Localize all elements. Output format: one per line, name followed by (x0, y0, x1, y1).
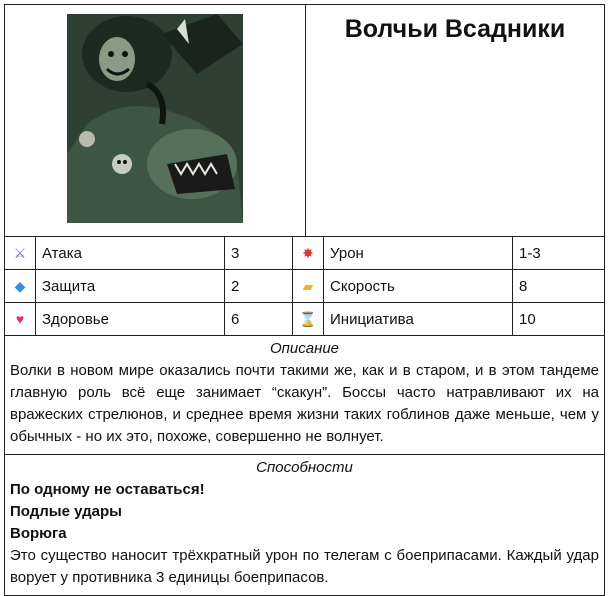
description-section (5, 336, 604, 455)
stat-value: 6 (225, 303, 293, 336)
abilities-section (5, 455, 604, 595)
stats-row (5, 270, 604, 303)
stat-value: 1-3 (513, 237, 605, 270)
defense-icon: ◆ (5, 270, 36, 303)
ability-item: По одному не оставаться! (10, 481, 205, 498)
ability-description: Это существо наносит трёхкратный урон по телегам с боеприпасами. Каждый удар ворует у противника 3 единицы боеприпасов. (10, 547, 599, 586)
wolf-riders-illustration (67, 14, 243, 223)
initiative-icon: ⌛ (293, 303, 324, 336)
image-cell (5, 5, 306, 236)
stat-label: Инициатива (324, 303, 513, 336)
description-text: Волки в новом мире оказались почти такими же, как и в старом, и в этом тандеме главную роль всё еще занимает “скакун”. Боссы часто натравливают их на вражеских стрелюнов, и среднее время жизни таких гоблинов даже меньше, чем у обычных - но их это, похоже, совершенно не волнует. (10, 362, 599, 445)
speed-icon: ▰ (293, 270, 324, 303)
health-icon: ♥ (5, 303, 36, 336)
ability-item: Подлые удары (10, 503, 122, 520)
stat-value: 2 (225, 270, 293, 303)
stat-label: Здоровье (36, 303, 225, 336)
stat-value: 10 (513, 303, 605, 336)
card-header (5, 5, 604, 237)
stats-table (5, 237, 604, 336)
stat-label: Защита (36, 270, 225, 303)
damage-icon: ✸ (293, 237, 324, 270)
ability-item: Ворюга (10, 525, 67, 542)
stat-label: Атака (36, 237, 225, 270)
stat-value: 3 (225, 237, 293, 270)
stats-row (5, 303, 604, 336)
stat-value: 8 (513, 270, 605, 303)
unit-card (4, 4, 605, 596)
unit-title: Волчьи Всадники (344, 15, 566, 43)
description-heading: Описание (269, 340, 340, 357)
attack-icon: ⚔ (5, 237, 36, 270)
stat-label: Урон (324, 237, 513, 270)
stats-row (5, 237, 604, 270)
stat-label: Скорость (324, 270, 513, 303)
abilities-heading: Способности (256, 459, 353, 476)
title-cell (306, 5, 604, 236)
